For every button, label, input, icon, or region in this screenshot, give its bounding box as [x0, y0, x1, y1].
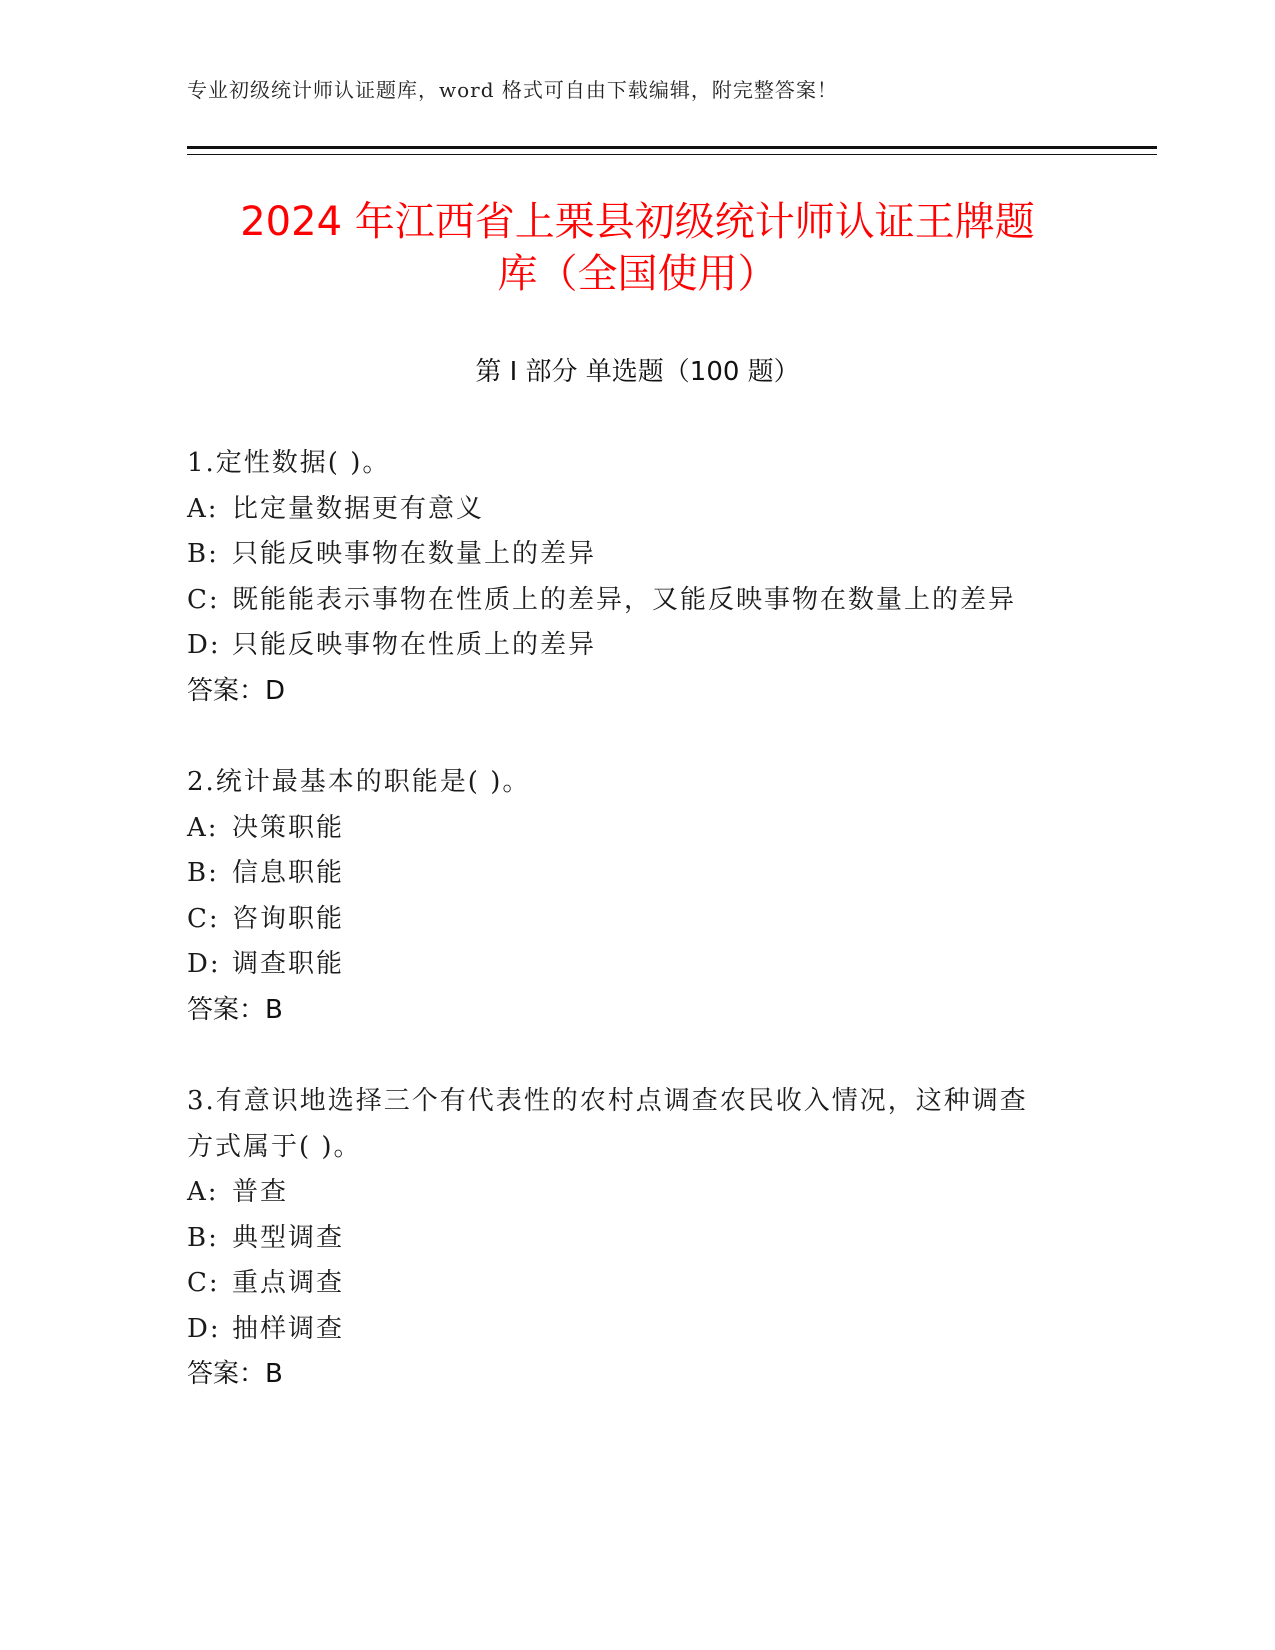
- option-d: [187, 942, 1067, 988]
- option-b: [187, 1216, 1067, 1262]
- question-2: [187, 760, 1067, 1033]
- option-letter: B:: [187, 539, 219, 569]
- option-letter: C:: [187, 584, 220, 615]
- option-d: [187, 1307, 1067, 1353]
- option-letter: B:: [187, 1222, 219, 1253]
- answer-line: 答案：B: [187, 994, 283, 1025]
- option-a: [187, 487, 1067, 533]
- option-b: [187, 851, 1067, 897]
- option-a: [187, 806, 1067, 852]
- question-3: [187, 1079, 1067, 1398]
- answer-line: 答案：D: [187, 675, 286, 706]
- option-text: 只能反映事物在数量上的差异: [232, 539, 597, 569]
- option-d: [187, 623, 1067, 669]
- document-title-line-1: 2024 年江西省上栗县初级统计师认证王牌题: [240, 199, 1035, 245]
- option-text: 咨询职能: [232, 903, 345, 934]
- document-title-line-2: 库（全国使用）: [497, 251, 778, 297]
- option-letter: A:: [187, 493, 219, 524]
- document-title: [150, 196, 1125, 300]
- option-a: [187, 1170, 1067, 1216]
- option-letter: C:: [187, 903, 220, 934]
- option-text: 决策职能: [232, 812, 345, 843]
- option-letter: C:: [187, 1268, 220, 1298]
- option-letter: D:: [187, 1313, 221, 1344]
- header-rule-thin: [187, 154, 1157, 155]
- question-stem: 1.定性数据( )。: [187, 448, 391, 478]
- question-stem-continued: 方式属于( )。: [187, 1131, 362, 1162]
- option-text: 普查: [232, 1177, 289, 1207]
- option-c: [187, 578, 1067, 624]
- question-list: [187, 441, 1067, 1444]
- option-letter: D:: [187, 949, 221, 979]
- option-b: [187, 532, 1067, 578]
- header-rule-thick: [187, 146, 1157, 149]
- option-text: 既能能表示事物在性质上的差异，又能反映事物在数量上的差异: [232, 584, 1017, 615]
- page-header-note: 专业初级统计师认证题库，word 格式可自由下载编辑，附完整答案！: [187, 78, 838, 102]
- option-text: 比定量数据更有意义: [232, 493, 485, 524]
- option-letter: A:: [187, 812, 219, 843]
- option-letter: B:: [187, 858, 219, 888]
- option-text: 典型调查: [232, 1222, 345, 1253]
- option-text: 抽样调查: [232, 1313, 345, 1344]
- section-title: 第 I 部分 单选题（100 题）: [475, 357, 800, 387]
- question-stem: 3.有意识地选择三个有代表性的农村点调查农民收入情况，这种调查: [187, 1086, 1028, 1116]
- option-c: [187, 897, 1067, 943]
- option-letter: A:: [187, 1177, 219, 1207]
- answer-line: 答案：B: [187, 1359, 283, 1389]
- option-letter: D:: [187, 630, 221, 660]
- option-text: 调查职能: [232, 949, 345, 979]
- option-c: [187, 1261, 1067, 1307]
- question-stem: 2.统计最基本的职能是( )。: [187, 767, 531, 797]
- question-1: [187, 441, 1067, 714]
- option-text: 信息职能: [232, 858, 345, 888]
- option-text: 重点调查: [232, 1268, 345, 1298]
- option-text: 只能反映事物在性质上的差异: [232, 630, 597, 660]
